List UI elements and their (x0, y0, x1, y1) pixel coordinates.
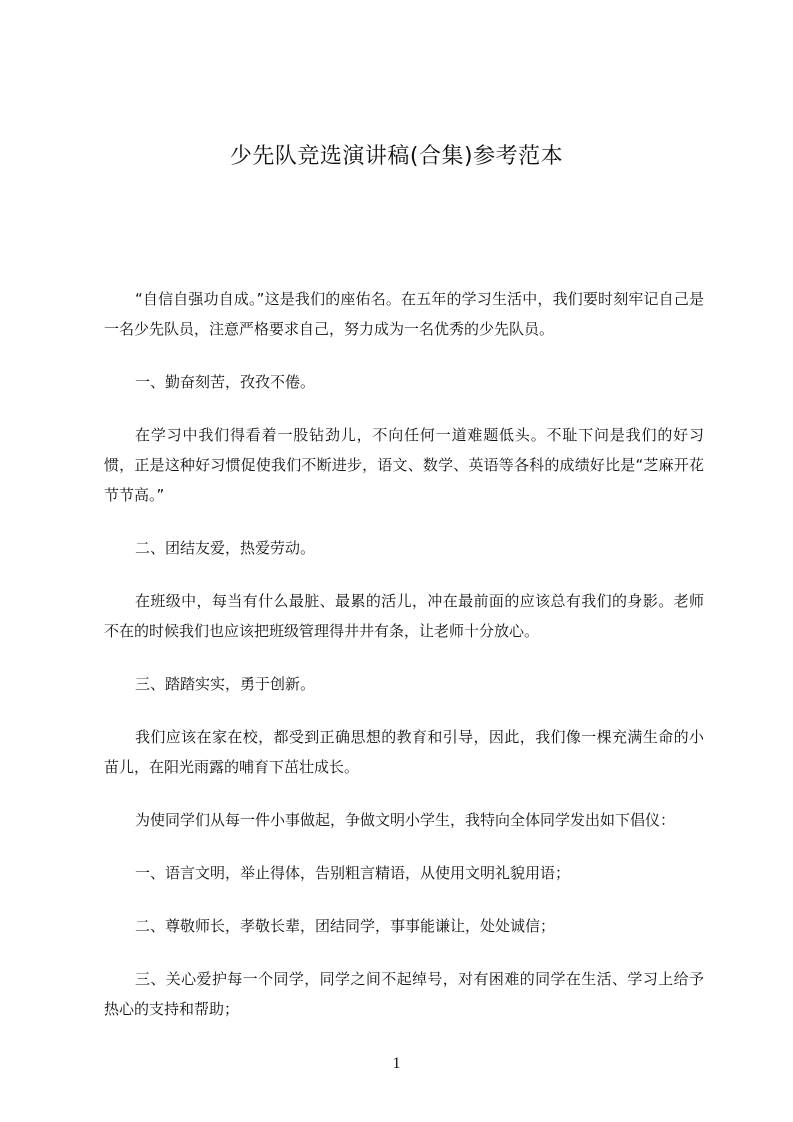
paragraph-proposal: 为使同学们从每一件小事做起，争做文明小学生，我特向全体同学发出如下倡仪： (135, 811, 676, 829)
page-number: 1 (392, 1055, 401, 1072)
document-body (104, 284, 704, 1047)
section-heading-1: 一、勤奋刻苦，孜孜不倦。 (135, 373, 316, 391)
paragraph-study: 在学习中我们得看着一股钻劲儿，不向任何一道难题低头。不耻下问是我们的好习惯，正是这种好习惯促使我们不断进步，语文、数学、英语等各科的成绩好比是“芝麻开花节节高。” (104, 426, 704, 504)
paragraph-class: 在班级中，每当有什么最脏、最累的活儿，冲在最前面的应该总有我们的身影。老师不在的时候我们也应该把班级管理得井井有条，让老师十分放心。 (104, 592, 704, 640)
section-heading-3: 三、踏踏实实，勇于创新。 (135, 675, 316, 693)
section-heading-2: 二、团结友爱，热爱劳动。 (135, 539, 316, 557)
paragraph-growth: 我们应该在家在校，都受到正确思想的教育和引导，因此，我们像一棵充满生命的小苗儿，在阳光雨露的哺育下茁壮成长。 (104, 728, 704, 776)
proposal-item-1: 一、语言文明，举止得体，告别粗言精语，从使用文明礼貌用语； (135, 864, 571, 882)
document-title: 少先队竞选演讲稿(合集)参考范本 (229, 144, 564, 169)
paragraph-intro: “自信自强功自成。”这是我们的座佑名。在五年的学习生活中，我们要时刻牢记自己是一名少先队员，注意严格要求自己，努力成为一名优秀的少先队员。 (104, 290, 704, 338)
proposal-item-3: 三、关心爱护每一个同学，同学之间不起绰号，对有困难的同学在生活、学习上给予热心的支持和帮助； (104, 970, 704, 1018)
proposal-item-2: 二、尊敬师长，孝敬长辈，团结同学，事事能谦让，处处诚信； (135, 917, 556, 935)
